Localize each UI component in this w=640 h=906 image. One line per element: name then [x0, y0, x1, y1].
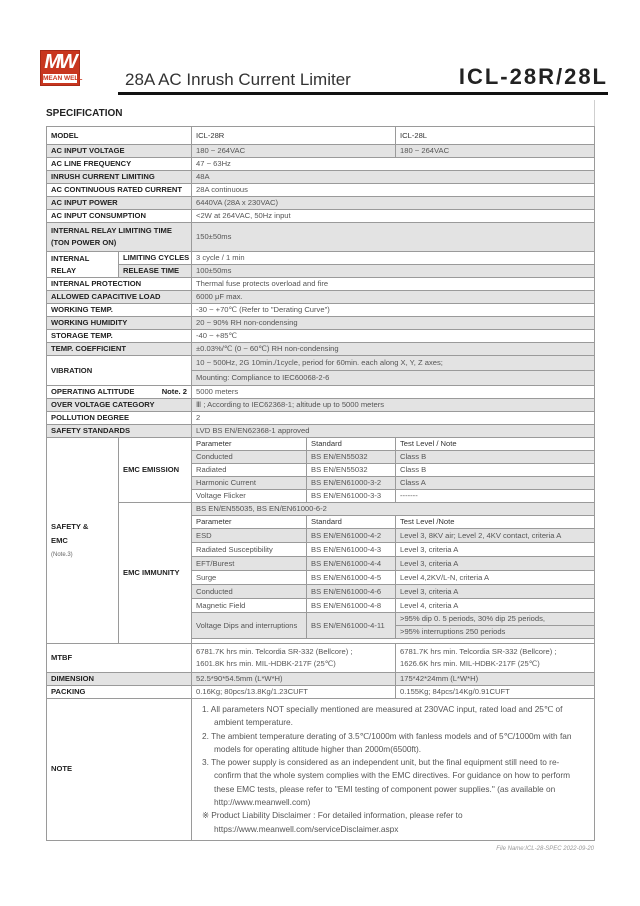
row-ac-input-power — [47, 197, 595, 210]
label-dimension: DIMENSION — [47, 673, 192, 686]
immunity-parameter: Radiated Susceptibility — [192, 543, 307, 557]
row-storage-temp — [47, 330, 595, 343]
emission-level: ------- — [396, 490, 595, 503]
label-emc-immunity: EMC IMMUNITY — [119, 503, 192, 644]
release-time-value: 100±50ms — [192, 265, 595, 278]
internal-protection-value: Thermal fuse protects overload and fire — [192, 278, 595, 291]
label-ac-input-voltage: AC INPUT VOLTAGE — [47, 145, 192, 158]
immunity-level: Level 4,2KV/L-N, criteria A — [396, 571, 595, 585]
immunity-standard: BS EN/EN61000-4-6 — [307, 585, 396, 599]
row-packing — [47, 686, 595, 699]
vibration-line-2: Mounting: Compliance to IEC60068-2-6 — [192, 371, 595, 386]
immunity-standards: BS EN/EN55035, BS EN/EN61000-6-2 — [192, 503, 595, 516]
row-note — [47, 699, 595, 841]
row-ac-input-consumption — [47, 210, 595, 223]
temp-coefficient-value: ±0.03%/℃ (0 ~ 60℃) RH non-condensing — [192, 343, 595, 356]
label-line-2: (TON POWER ON) — [51, 238, 117, 247]
label-operating-altitude — [47, 386, 192, 399]
row-model — [47, 127, 595, 145]
working-humidity-value: 20 ~ 90% RH non-condensing — [192, 317, 595, 330]
specification-table — [46, 126, 595, 841]
label-safety-standards: SAFETY STANDARDS — [47, 425, 192, 438]
immunity-level: Level 3, 8KV air; Level 2, 4KV contact, criteria A — [396, 529, 595, 543]
ac-input-voltage-r: 180 ~ 264VAC — [192, 145, 396, 158]
immunity-standard: BS EN/EN61000-4-11 — [307, 613, 396, 639]
label-safety-emc — [47, 438, 119, 644]
row-operating-altitude — [47, 386, 595, 399]
immunity-level: Level 3, criteria A — [396, 585, 595, 599]
row-pollution-degree — [47, 412, 595, 425]
row-internal-relay-cycles — [47, 252, 595, 265]
storage-temp-value: -40 ~ +85℃ — [192, 330, 595, 343]
packing-r: 0.16Kg; 80pcs/13.8Kg/1.23CUFT — [192, 686, 396, 699]
safety-emc-note: (Note.3) — [51, 551, 73, 558]
title-divider — [118, 92, 608, 95]
immunity-header-parameter: Parameter — [192, 516, 307, 529]
emission-parameter: Harmonic Current — [192, 477, 307, 490]
row-internal-relay-limiting-time — [47, 223, 595, 252]
notes — [192, 699, 595, 841]
row-ac-input-voltage — [47, 145, 595, 158]
immunity-standard: BS EN/EN61000-4-5 — [307, 571, 396, 585]
row-internal-relay-release — [47, 265, 595, 278]
row-emission-header — [47, 438, 595, 451]
label-inrush-current-limiting: INRUSH CURRENT LIMITING — [47, 171, 192, 184]
immunity-parameter: ESD — [192, 529, 307, 543]
row-dimension — [47, 673, 595, 686]
label-ac-input-consumption: AC INPUT CONSUMPTION — [47, 210, 192, 223]
immunity-standard: BS EN/EN61000-4-4 — [307, 557, 396, 571]
dimension-l: 175*42*24mm (L*W*H) — [396, 673, 595, 686]
section-title: SPECIFICATION — [46, 108, 123, 119]
label-ac-continuous-rated-current: AC CONTINUOUS RATED CURRENT — [47, 184, 192, 197]
label-mtbf: MTBF — [47, 644, 192, 673]
logo-brand-name: MEAN WELL — [43, 75, 83, 82]
immunity-standard: BS EN/EN61000-4-3 — [307, 543, 396, 557]
row-ac-line-frequency — [47, 158, 595, 171]
over-voltage-category-value: Ⅲ ; According to IEC62368-1; altitude up to 5000 meters — [192, 399, 595, 412]
immunity-level: Level 3, criteria A — [396, 543, 595, 557]
inrush-current-limiting-value: 48A — [192, 171, 595, 184]
ac-input-consumption-value: <2W at 264VAC, 50Hz input — [192, 210, 595, 223]
ac-continuous-rated-current-value: 28A continuous — [192, 184, 595, 197]
ac-input-power-value: 6440VA (28A x 230VAC) — [192, 197, 595, 210]
row-immunity-standards — [47, 503, 595, 516]
label-ac-line-frequency: AC LINE FREQUENCY — [47, 158, 192, 171]
emission-standard: BS EN/EN61000-3-2 — [307, 477, 396, 490]
working-temp-value: -30 ~ +70℃ (Refer to "Derating Curve") — [192, 304, 595, 317]
label-working-temp: WORKING TEMP. — [47, 304, 192, 317]
immunity-level: Level 4, criteria A — [396, 599, 595, 613]
internal-relay-limiting-time-value: 150±50ms — [192, 223, 595, 252]
emission-parameter: Conducted — [192, 451, 307, 464]
immunity-parameter: Magnetic Field — [192, 599, 307, 613]
product-title: 28A AC Inrush Current Limiter — [125, 70, 351, 89]
label-emc-emission: EMC EMISSION — [119, 438, 192, 503]
packing-l: 0.155Kg; 84pcs/14Kg/0.91CUFT — [396, 686, 595, 699]
mean-well-logo — [40, 50, 83, 86]
label-limiting-cycles: LIMITING CYCLES — [119, 252, 192, 265]
emission-header-standard: Standard — [307, 438, 396, 451]
ac-input-voltage-l: 180 ~ 264VAC — [396, 145, 595, 158]
operating-altitude-note: Note. 2 — [161, 387, 188, 396]
row-allowed-capacitive-load — [47, 291, 595, 304]
model-l: ICL-28L — [396, 127, 595, 145]
emission-parameter: Radiated — [192, 464, 307, 477]
immunity-header-standard: Standard — [307, 516, 396, 529]
label-allowed-capacitive-load: ALLOWED CAPACITIVE LOAD — [47, 291, 192, 304]
immunity-level: Level 3, criteria A — [396, 557, 595, 571]
operating-altitude-value: 5000 meters — [192, 386, 595, 399]
note-item: 3. The power supply is considered as an independent unit, but the final equipment still need to re-confirm that the whole system complies with the EMC directives. For guidance on how to perform these EMC tests, please refer to "EMI testing of component power supplies." (as available on http://www.meanwell.com) — [202, 757, 571, 808]
immunity-parameter: Voltage Dips and interruptions — [192, 613, 307, 639]
row-working-humidity — [47, 317, 595, 330]
model-title: ICL-28R/28L — [458, 64, 608, 89]
mtbf-l — [396, 644, 595, 673]
emission-level: Class B — [396, 451, 595, 464]
label-internal-relay: INTERNAL RELAY — [47, 252, 119, 278]
safety-emc-line-1: SAFETY & — [51, 521, 89, 531]
label-temp-coefficient: TEMP. COEFFICIENT — [47, 343, 192, 356]
immunity-standard: BS EN/EN61000-4-2 — [307, 529, 396, 543]
label-vibration: VIBRATION — [47, 356, 192, 386]
row-working-temp — [47, 304, 595, 317]
note-item: ※ Product Liability Disclaimer : For detailed information, please refer to https://www.meanwell.com/serviceDisclaimer.aspx — [202, 810, 463, 834]
dimension-r: 52.5*90*54.5mm (L*W*H) — [192, 673, 396, 686]
emission-header-note: Test Level / Note — [396, 438, 595, 451]
emission-standard: BS EN/EN61000-3-3 — [307, 490, 396, 503]
ac-line-frequency-value: 47 ~ 63Hz — [192, 158, 595, 171]
row-mtbf — [47, 644, 595, 673]
immunity-dips-note-1: >95% dip 0. 5 periods, 30% dip 25 periods, — [396, 613, 595, 626]
row-internal-protection — [47, 278, 595, 291]
immunity-parameter: Surge — [192, 571, 307, 585]
row-inrush-current-limiting — [47, 171, 595, 184]
label-pollution-degree: POLLUTION DEGREE — [47, 412, 192, 425]
row-vibration-1 — [47, 356, 595, 371]
emission-level: Class A — [396, 477, 595, 490]
immunity-parameter: EFT/Burest — [192, 557, 307, 571]
immunity-parameter: Conducted — [192, 585, 307, 599]
mtbf-l-line-2: 1626.6K hrs min. MIL-HDBK-217F (25℃) — [400, 659, 540, 668]
emission-standard: BS EN/EN55032 — [307, 451, 396, 464]
mtbf-r — [192, 644, 396, 673]
immunity-header-note: Test Level /Note — [396, 516, 595, 529]
note-item: 2. The ambient temperature derating of 3.5℃/1000m with fanless models and of 5℃/1000m with fan models for operating altitude higher than 2000m(6500ft). — [202, 730, 572, 754]
mtbf-r-line-1: 6781.7K hrs min. Telcordia SR-332 (Bellcore) ; — [196, 647, 353, 656]
pollution-degree-value: 2 — [192, 412, 595, 425]
safety-standards-value: LVD BS EN/EN62368-1 approved — [192, 425, 595, 438]
label-storage-temp: STORAGE TEMP. — [47, 330, 192, 343]
emission-header-parameter: Parameter — [192, 438, 307, 451]
mtbf-l-line-1: 6781.7K hrs min. Telcordia SR-332 (Bellcore) ; — [400, 647, 557, 656]
allowed-capacitive-load-value: 6000 μF max. — [192, 291, 595, 304]
safety-emc-line-2: EMC — [51, 535, 68, 545]
label-line-1: INTERNAL RELAY LIMITING TIME — [51, 226, 172, 235]
row-safety-standards — [47, 425, 595, 438]
note-item: 1. All parameters NOT specially mentioned are measured at 230VAC input, rated load and 25℃ of ambient temperature. — [202, 704, 563, 728]
label-packing: PACKING — [47, 686, 192, 699]
vibration-line-1: 10 ~ 500Hz, 2G 10min./1cycle, period for 60min. each along X, Y, Z axes; — [192, 356, 595, 371]
label-over-voltage-category: OVER VOLTAGE CATEGORY — [47, 399, 192, 412]
label-internal-protection: INTERNAL PROTECTION — [47, 278, 192, 291]
row-ac-continuous-rated-current — [47, 184, 595, 197]
operating-altitude-text: OPERATING ALTITUDE — [51, 387, 135, 396]
emission-standard: BS EN/EN55032 — [307, 464, 396, 477]
label-release-time: RELEASE TIME — [119, 265, 192, 278]
label-internal-relay-limiting-time — [47, 223, 192, 252]
limiting-cycles-value: 3 cycle / 1 min — [192, 252, 595, 265]
label-note: NOTE — [47, 699, 192, 841]
row-over-voltage-category — [47, 399, 595, 412]
immunity-standard: BS EN/EN61000-4-8 — [307, 599, 396, 613]
margin-line — [594, 100, 595, 126]
mtbf-r-line-2: 1601.8K hrs min. MIL-HDBK-217F (25℃) — [196, 659, 336, 668]
file-name: File Name:ICL-28-SPEC 2022-09-20 — [496, 846, 594, 852]
model-r: ICL-28R — [192, 127, 396, 145]
label-working-humidity: WORKING HUMIDITY — [47, 317, 192, 330]
logo-mark: MW — [44, 51, 76, 73]
emission-level: Class B — [396, 464, 595, 477]
emission-parameter: Voltage Flicker — [192, 490, 307, 503]
label-ac-input-power: AC INPUT POWER — [47, 197, 192, 210]
operating-altitude-label-row — [51, 386, 187, 398]
label-model: MODEL — [47, 127, 192, 145]
row-temp-coefficient — [47, 343, 595, 356]
immunity-dips-note-2: >95% interruptions 250 periods — [396, 626, 595, 639]
